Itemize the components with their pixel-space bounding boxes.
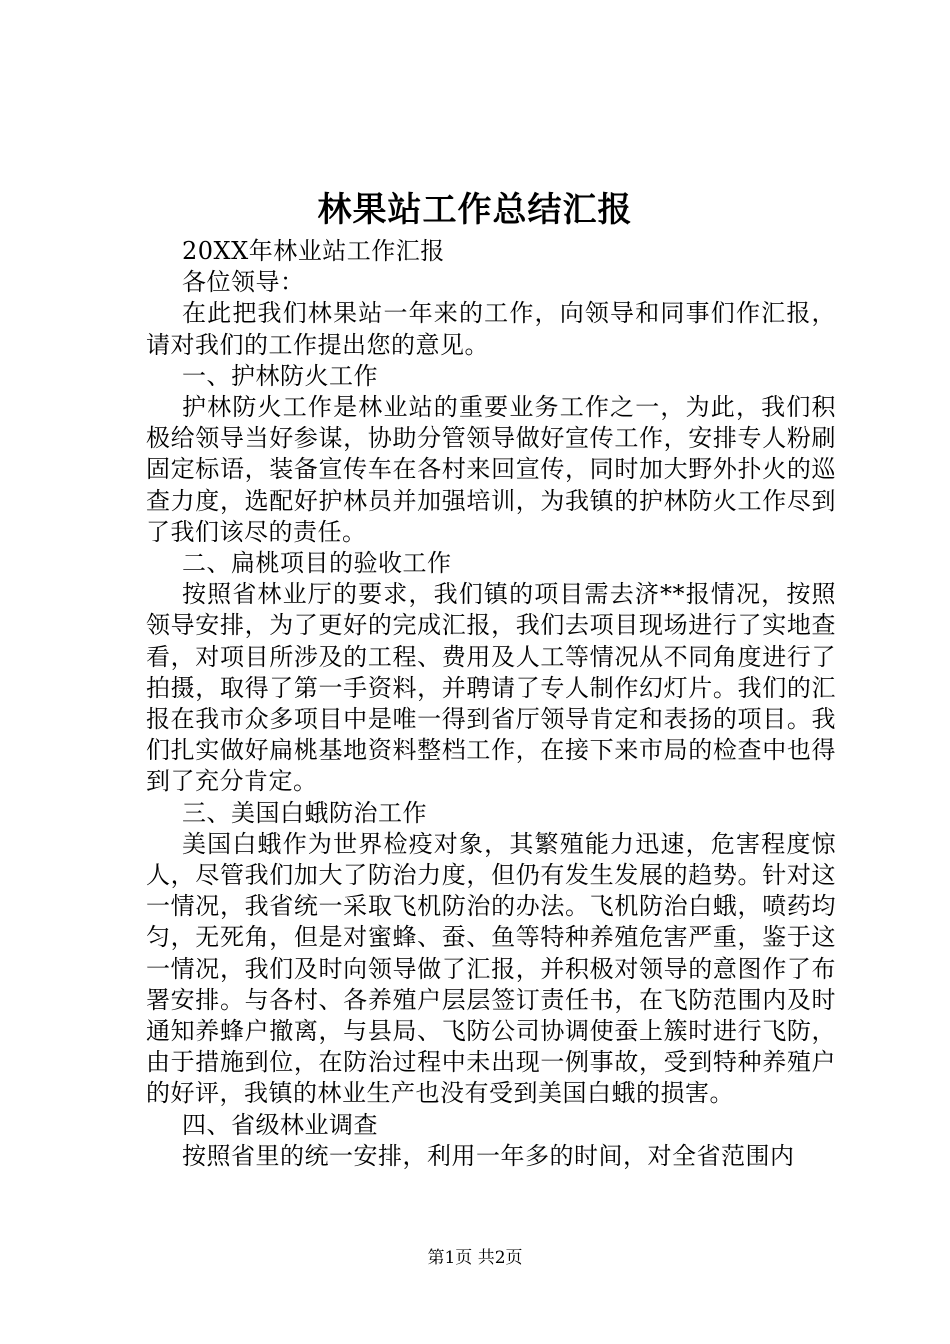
paragraph-section-4: 按照省里的统一安排，利用一年多的时间，对全省范围内 bbox=[182, 1141, 795, 1170]
paragraph-section-3: 美国白蛾作为世界检疫对象，其繁殖能力迅速，危害程度惊人，尽管我们加大了防治力度，但仍有发生发展的趋势。针对这一情况，我省统一采取飞机防治的办法。飞机防治白蛾，喷药均匀，无死角，但是对蜜蜂、蚕、鱼等特种养殖危害严重，鉴于这一情况，我们及时向领导做了汇报，并积极对领导的意图作了布署安排。与各村、各养殖户层层签订责任书，在飞防范围内及时通知养蜂户撤离，与县局、飞防公司协调使蚕上簇时进行飞防，由于措施到位，在防治过程中未出现一例事故，受到特种养殖户的好评，我镇的林业生产也没有受到美国白蛾的损害。 bbox=[146, 829, 836, 1108]
paragraph-salutation: 各位领导： bbox=[182, 268, 305, 297]
document-title: 林果站工作总结汇报 bbox=[317, 190, 633, 230]
paragraph-heading-year: 20XX年林业站工作汇报 bbox=[182, 237, 445, 265]
paragraph-section-2: 按照省林业厅的要求，我们镇的项目需去济**报情况，按照领导安排，为了更好的完成汇报，我们去项目现场进行了实地查看，对项目所涉及的工程、费用及人工等情况从不同角度进行了拍摄，取得了第一手资料，并聘请了专人制作幻灯片。我们的汇报在我市众多项目中是唯一得到省厅领导肯定和表扬的项目。我们扎实做好扁桃基地资料整档工作，在接下来市局的检查中也得到了充分肯定。 bbox=[146, 580, 836, 796]
paragraph-section-1: 护林防火工作是林业站的重要业务工作之一，为此，我们积极给领导当好参谋，协助分管领导做好宣传工作，安排专人粉刷固定标语，装备宣传车在各村来回宣传，同时加大野外扑火的巡查力度，选配好护林员并加强培训，为我镇的护林防火工作尽到了我们该尽的责任。 bbox=[146, 393, 836, 546]
section-heading-3: 三、美国白蛾防治工作 bbox=[182, 798, 427, 827]
section-heading-4: 四、省级林业调查 bbox=[182, 1110, 378, 1139]
document-body bbox=[146, 236, 836, 1172]
page-footer: 第1页 共2页 bbox=[427, 1248, 523, 1268]
paragraph-intro: 在此把我们林果站一年来的工作，向领导和同事们作汇报，请对我们的工作提出您的意见。 bbox=[146, 299, 836, 359]
section-heading-1: 一、护林防火工作 bbox=[182, 361, 378, 390]
section-heading-2: 二、扁桃项目的验收工作 bbox=[182, 549, 452, 578]
